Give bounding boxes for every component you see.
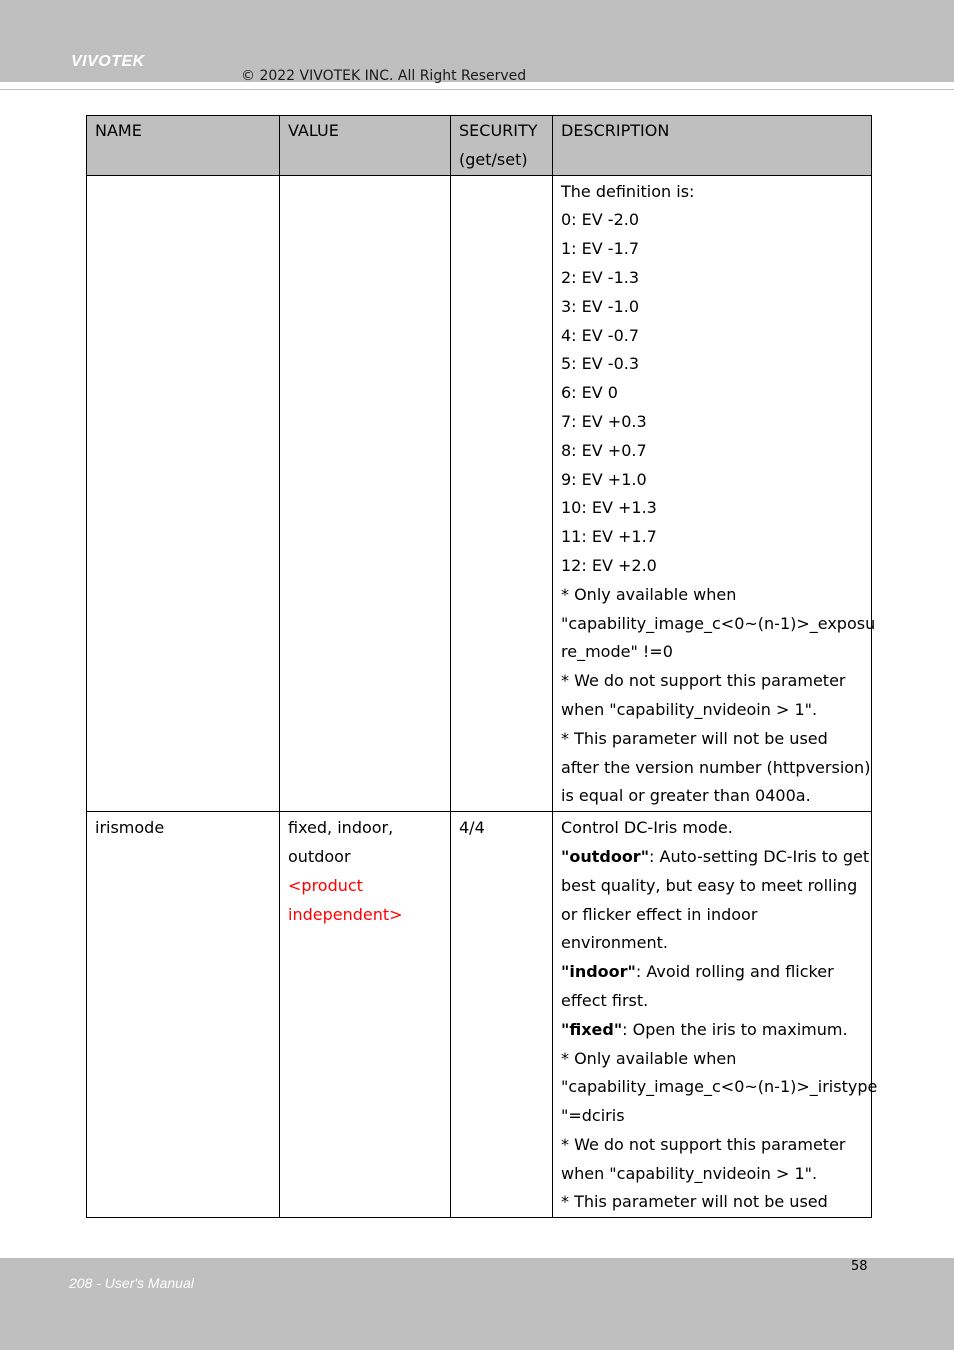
column-header-name: NAME: [87, 116, 280, 176]
description-line: "capability_image_c<0~(n-1)>_iristype: [561, 1077, 878, 1097]
description-line: Control DC-Iris mode.: [561, 818, 733, 838]
table-header-row: [87, 116, 872, 176]
security-cell: [451, 812, 553, 1218]
description-line: after the version number (httpversion): [561, 757, 871, 777]
description-line: 4: EV -0.7: [561, 325, 640, 345]
description-line: 7: EV +0.3: [561, 411, 647, 431]
column-header-value: VALUE: [280, 116, 451, 176]
description-line: * Only available when: [561, 1048, 737, 1068]
description-line: 2: EV -1.3: [561, 267, 640, 287]
footer-band: [0, 1258, 954, 1350]
description-line: 9: EV +1.0: [561, 469, 647, 489]
description-line: * We do not support this parameter: [561, 1134, 846, 1154]
description-line: * Only available when: [561, 584, 737, 604]
value-cell: [280, 812, 451, 1218]
description-line: when "capability_nvideoin > 1".: [561, 1163, 818, 1183]
description-line: re_mode" !=0: [561, 642, 673, 662]
keyword-outdoor: "outdoor": [561, 846, 650, 866]
product-independent-note: <product: [288, 875, 363, 895]
manual-page-label: 208 - User's Manual: [69, 1275, 194, 1291]
copyright-notice: © 2022 VIVOTEK INC. All Right Reserved: [241, 68, 527, 84]
description-cell: [553, 812, 878, 1218]
description-line: 3: EV -1.0: [561, 296, 640, 316]
description-line: * This parameter will not be used: [561, 1192, 828, 1212]
description-line: or flicker effect in indoor: [561, 904, 758, 924]
description-line: * This parameter will not be used: [561, 728, 828, 748]
description-line: is equal or greater than 0400a.: [561, 786, 811, 806]
value-line: fixed, indoor,: [288, 818, 394, 838]
description-line: The definition is:: [561, 181, 695, 201]
name-cell: [87, 812, 280, 1218]
description-cell: [553, 175, 876, 812]
security-cell: [451, 175, 553, 812]
name-cell: [87, 175, 280, 812]
keyword-fixed: "fixed": [561, 1019, 623, 1039]
column-header-description: DESCRIPTION: [553, 116, 872, 176]
description-line: 8: EV +0.7: [561, 440, 647, 460]
description-line: "indoor": Avoid rolling and flicker: [561, 962, 834, 982]
description-line: 10: EV +1.3: [561, 498, 657, 518]
page-number: 58: [851, 1259, 868, 1274]
description-line: * We do not support this parameter: [561, 671, 846, 691]
header-rule: [0, 89, 954, 90]
parameter-table: [86, 115, 878, 1218]
description-line: "=dciris: [561, 1106, 625, 1126]
description-line: 11: EV +1.7: [561, 527, 657, 547]
description-line: "capability_image_c<0~(n-1)>_exposu: [561, 613, 876, 633]
description-line: 12: EV +2.0: [561, 555, 657, 575]
description-line: 6: EV 0: [561, 383, 618, 403]
description-line: environment.: [561, 933, 668, 953]
parameter-name: irismode: [95, 818, 165, 838]
table-row: [87, 175, 872, 812]
description-line: when "capability_nvideoin > 1".: [561, 699, 818, 719]
description-line: effect first.: [561, 990, 649, 1010]
description-line: 0: EV -2.0: [561, 210, 640, 230]
column-header-security: SECURITY (get/set): [451, 116, 553, 176]
brand-logo: VIVOTEK: [71, 53, 145, 70]
description-line: "fixed": Open the iris to maximum.: [561, 1019, 848, 1039]
keyword-indoor: "indoor": [561, 962, 636, 982]
value-line: outdoor: [288, 846, 351, 866]
value-cell: [280, 175, 451, 812]
description-line: "outdoor": Auto-setting DC-Iris to get: [561, 846, 870, 866]
description-line: 5: EV -0.3: [561, 354, 640, 374]
description-line: best quality, but easy to meet rolling: [561, 875, 858, 895]
security-value: 4/4: [459, 818, 485, 838]
table-row: [87, 812, 872, 1218]
description-line: 1: EV -1.7: [561, 239, 640, 259]
product-independent-note: independent>: [288, 904, 403, 924]
